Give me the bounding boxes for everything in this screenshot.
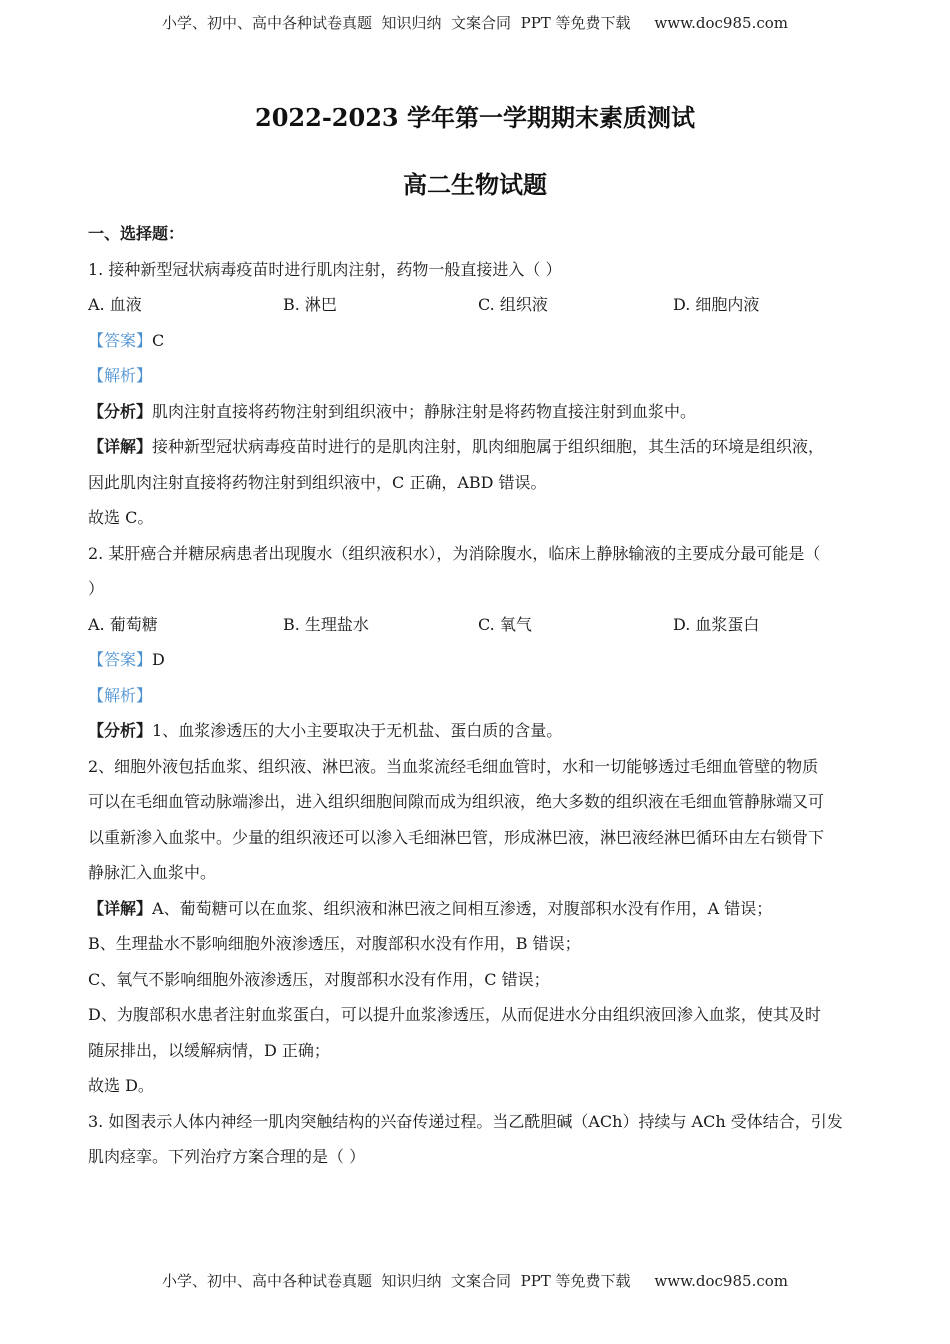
q2-detail-c: C、氧气不影响细胞外液渗透压，对腹部积水没有作用，C 错误； <box>88 969 550 989</box>
q1-option-c: C. 组织液 <box>478 295 548 314</box>
q1-option-b: B. 淋巴 <box>283 295 337 314</box>
q2-option-d: D. 血浆蛋白 <box>673 614 760 634</box>
q3-stem-line1: 3. 如图表示人体内神经一肌肉突触结构的兴奋传递过程。当乙酰胆碱（ACh）持续与 ACh 受体结合，引发 <box>88 1111 843 1131</box>
q1-answer-value: C <box>152 330 165 350</box>
page-footer: 小学、初中、高中各种试卷真题 知识归纳 文案合同 PPT 等免费下载 www.doc985.com <box>161 1272 788 1290</box>
q2-conclusion: 故选 D。 <box>88 1076 154 1095</box>
q1-fenxi <box>88 394 868 430</box>
q1-options <box>88 287 868 323</box>
exam-content <box>88 216 868 1175</box>
q2-option-c: C. 氧气 <box>478 614 532 634</box>
q1-xiangjie-tag: 【详解】 <box>88 437 153 456</box>
section-heading: 一、选择题： <box>88 224 185 243</box>
q2-detail-d-line1: D、为腹部积水患者注射血浆蛋白，可以提升血浆渗透压，从而促进水分由组织液回渗入血浆，使其及时 <box>88 1005 821 1024</box>
q2-option-b: B. 生理盐水 <box>283 614 369 634</box>
q2-point2-line3: 以重新渗入血浆中。少量的组织液还可以渗入毛细淋巴管，形成淋巴液，淋巴液经淋巴循环由左右锁骨下 <box>88 827 825 847</box>
q1-xiangjie <box>88 429 868 465</box>
page-header: 小学、初中、高中各种试卷真题 知识归纳 文案合同 PPT 等免费下载 www.doc985.com <box>161 14 788 32</box>
exam-title: 2022-2023 学年第一学期期末素质测试 <box>255 103 695 132</box>
q1-option-d: D. 细胞内液 <box>673 295 760 314</box>
q1-answer <box>88 323 868 359</box>
q2-fenxi-tag: 【分析】 <box>88 721 153 740</box>
q3-stem-line2: 肌肉痉挛。下列治疗方案合理的是（ ） <box>88 1147 366 1166</box>
q2-answer <box>88 642 868 678</box>
q2-point2-line1: 2、细胞外液包括血浆、组织液、淋巴液。当血浆流经毛细血管时，水和一切能够透过毛细血管壁的物质 <box>88 756 819 776</box>
q1-xiangjie-line1: 接种新型冠状病毒疫苗时进行的是肌肉注射，肌肉细胞属于组织细胞，其生活的环境是组织液， <box>152 437 825 456</box>
q2-xiangjie-tag: 【详解】 <box>88 898 153 918</box>
q2-detail-a: A、葡萄糖可以在血浆、组织液和淋巴液之间相互渗透，对腹部积水没有作用，A 错误； <box>152 898 773 918</box>
q2-point2-line2: 可以在毛细血管动脉端渗出，进入组织细胞间隙而成为组织液，绝大多数的组织液在毛细血管静脉端又可 <box>88 792 825 811</box>
q2-detail-d-line2: 随尿排出，以缓解病情，D 正确； <box>88 1040 330 1060</box>
q2-stem-line1: 2. 某肝癌合并糖尿病患者出现腹水（组织液积水），为消除腹水，临床上静脉输液的主要成分最可能是（ <box>88 543 821 563</box>
q2-answer-value: D <box>152 650 165 669</box>
exam-subtitle: 高二生物试题 <box>403 170 547 199</box>
q1-answer-tag: 【答案】 <box>88 330 153 350</box>
q2-fenxi-text: 1、血浆渗透压的大小主要取决于无机盐、蛋白质的含量。 <box>152 721 563 740</box>
q2-detail-b: B、生理盐水不影响细胞外液渗透压，对腹部积水没有作用，B 错误； <box>88 934 581 953</box>
q1-conclusion: 故选 C。 <box>88 508 154 527</box>
q1-analysis-tag: 【解析】 <box>88 366 153 385</box>
q1-xiangjie-line2: 因此肌肉注射直接将药物注射到组织液中，C 正确，ABD 错误。 <box>88 472 547 492</box>
q2-option-a: A. 葡萄糖 <box>88 614 158 634</box>
q1-option-a: A. 血液 <box>88 295 142 314</box>
q1-fenxi-tag: 【分析】 <box>88 401 153 421</box>
q2-answer-tag: 【答案】 <box>88 650 153 669</box>
q2-stem-line2: ） <box>88 579 105 598</box>
q1-stem: 1. 接种新型冠状病毒疫苗时进行肌肉注射，药物一般直接进入（ ） <box>88 259 562 279</box>
q2-point2-line4: 静脉汇入血浆中。 <box>88 863 217 882</box>
q2-options <box>88 607 868 643</box>
q2-fenxi <box>88 713 868 749</box>
q1-fenxi-text: 肌肉注射直接将药物注射到组织液中；静脉注射是将药物直接注射到血浆中。 <box>152 401 697 421</box>
q2-analysis-tag: 【解析】 <box>88 685 153 705</box>
q2-xiangjie <box>88 891 868 927</box>
